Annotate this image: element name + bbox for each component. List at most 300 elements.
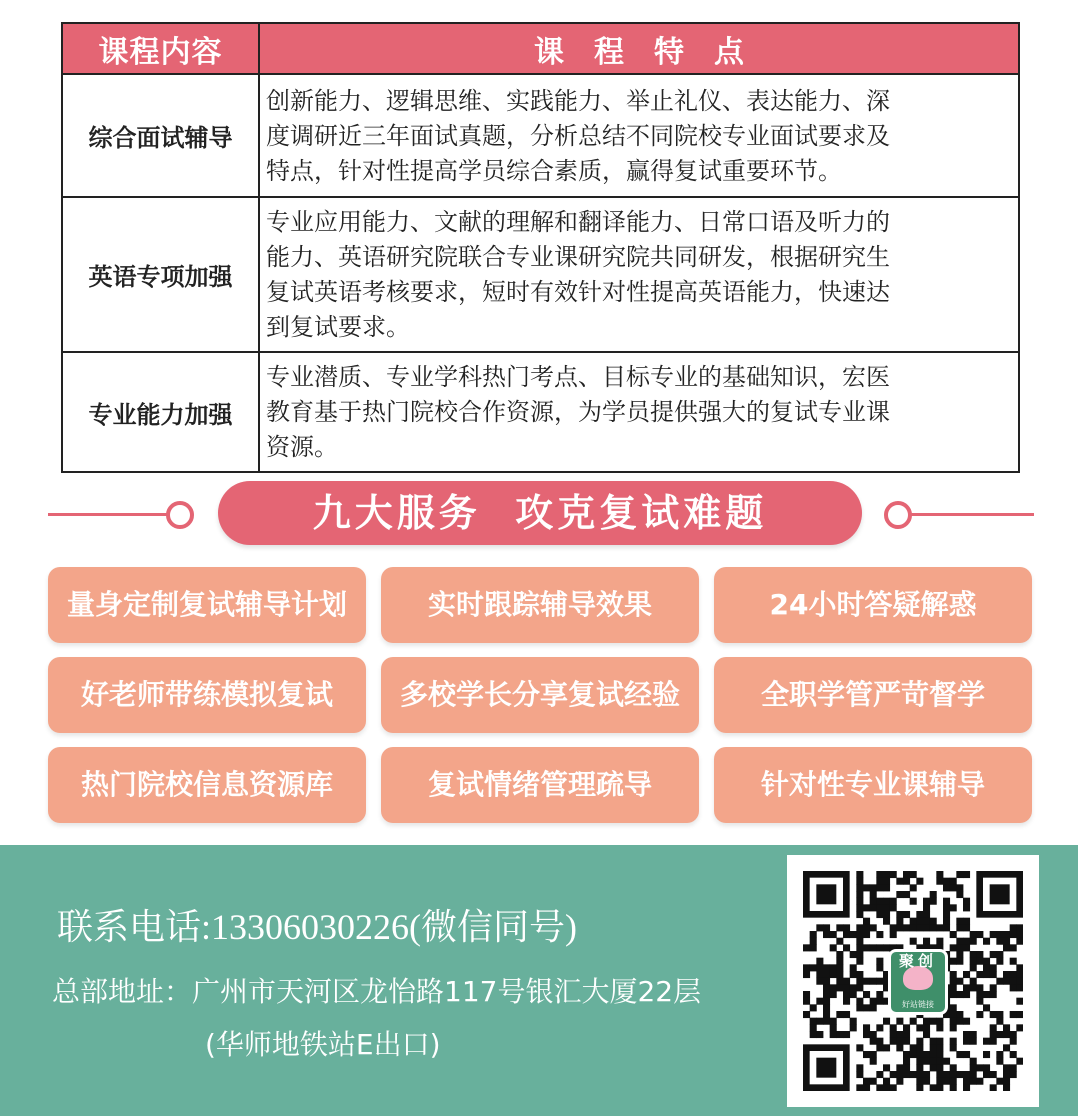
- qr-module: [910, 1051, 917, 1058]
- qr-module: [816, 1058, 836, 1078]
- qr-module: [863, 991, 870, 998]
- qr-module: [1003, 1071, 1010, 1078]
- qr-module: [1003, 971, 1010, 978]
- qr-module: [943, 1071, 950, 1078]
- qr-module: [950, 958, 957, 965]
- qr-module: [870, 1051, 877, 1058]
- qr-module: [943, 878, 950, 885]
- qr-module: [843, 998, 850, 1005]
- qr-module: [916, 878, 923, 885]
- qr-module: [1003, 944, 1010, 951]
- qr-module: [963, 1084, 970, 1091]
- qr-module: [883, 898, 890, 905]
- qr-module: [950, 1044, 957, 1051]
- qr-module: [910, 938, 917, 945]
- qr-module: [876, 884, 883, 891]
- qr-module: [903, 1038, 910, 1045]
- qr-module: [963, 971, 970, 978]
- qr-module: [1010, 944, 1017, 951]
- qr-module: [850, 964, 857, 971]
- qr-module: [930, 1084, 937, 1091]
- qr-module: [823, 964, 830, 971]
- qr-module: [856, 944, 863, 951]
- qr-module: [1016, 998, 1023, 1005]
- qr-module: [936, 1044, 943, 1051]
- qr-module: [836, 1011, 843, 1018]
- qr-module: [863, 1031, 870, 1038]
- qr-module: [996, 958, 1003, 965]
- qr-module: [843, 924, 850, 931]
- qr-module: [923, 1031, 930, 1038]
- qr-module: [903, 1024, 910, 1031]
- qr-module: [950, 1024, 957, 1031]
- qr-module: [956, 1018, 963, 1025]
- qr-module: [996, 938, 1003, 945]
- qr-module: [956, 871, 963, 878]
- qr-module: [950, 984, 957, 991]
- qr-logo-icon: [888, 949, 948, 1015]
- qr-module: [910, 884, 917, 891]
- table-header-row: [62, 23, 1019, 74]
- qr-module: [963, 938, 970, 945]
- qr-module: [970, 951, 977, 958]
- qr-module: [910, 1044, 917, 1051]
- qr-module: [950, 1064, 957, 1071]
- qr-module: [916, 1024, 923, 1031]
- qr-module: [836, 971, 843, 978]
- header-course-content: 课程内容: [62, 23, 259, 74]
- qr-module: [810, 944, 817, 951]
- qr-module: [910, 1071, 917, 1078]
- qr-module: [816, 978, 823, 985]
- qr-module: [976, 958, 983, 965]
- qr-module: [883, 1044, 890, 1051]
- qr-module: [1010, 1031, 1017, 1038]
- qr-module: [983, 1071, 990, 1078]
- qr-module: [910, 918, 917, 925]
- qr-module: [950, 991, 957, 998]
- qr-module: [856, 911, 863, 918]
- qr-module: [870, 924, 877, 931]
- qr-module: [923, 1071, 930, 1078]
- qr-module: [950, 978, 957, 985]
- qr-module: [983, 1038, 990, 1045]
- qr-module: [970, 1038, 977, 1045]
- qr-module: [830, 991, 837, 998]
- qr-module: [863, 1024, 870, 1031]
- qr-module: [843, 978, 850, 985]
- qr-module: [950, 931, 957, 938]
- qr-module: [823, 1018, 830, 1025]
- qr-module: [823, 1011, 830, 1018]
- qr-module: [943, 884, 950, 891]
- contact-address-note: (华师地铁站E出口): [205, 1028, 441, 1061]
- qr-module: [870, 998, 877, 1005]
- qr-module: [950, 1084, 957, 1091]
- header-course-features: 课程特点: [259, 23, 1019, 74]
- qr-module: [896, 891, 903, 898]
- qr-module: [803, 944, 810, 951]
- qr-code: [787, 855, 1039, 1107]
- qr-module: [976, 998, 983, 1005]
- qr-module: [810, 1031, 817, 1038]
- service-item: 24小时答疑解惑: [714, 567, 1032, 643]
- qr-module: [990, 1031, 997, 1038]
- qr-module: [970, 1031, 977, 1038]
- qr-module: [856, 904, 863, 911]
- qr-module: [896, 1038, 903, 1045]
- description-line: 专业潜质、专业学科热门考点、目标专业的基础知识，宏医: [266, 363, 890, 391]
- qr-module: [856, 938, 863, 945]
- qr-module: [903, 871, 910, 878]
- qr-module: [976, 1011, 983, 1018]
- qr-module: [876, 878, 883, 885]
- qr-module: [856, 971, 863, 978]
- qr-module: [830, 944, 837, 951]
- qr-module: [903, 878, 910, 885]
- qr-module: [1003, 938, 1010, 945]
- qr-module: [956, 938, 963, 945]
- qr-module: [990, 1084, 997, 1091]
- qr-module: [963, 898, 970, 905]
- qr-module: [856, 884, 863, 891]
- qr-module: [956, 1071, 963, 1078]
- qr-module: [870, 891, 877, 898]
- qr-module: [963, 924, 970, 931]
- qr-module: [810, 964, 817, 971]
- qr-module: [936, 871, 943, 878]
- service-item: 实时跟踪辅导效果: [381, 567, 699, 643]
- qr-module: [950, 884, 957, 891]
- qr-module: [930, 1044, 937, 1051]
- qr-module: [916, 1078, 923, 1085]
- qr-module: [830, 1024, 837, 1031]
- qr-module: [963, 1051, 970, 1058]
- qr-module: [903, 911, 910, 918]
- services-banner: 九大服务 攻克复试难题: [218, 481, 862, 545]
- qr-module: [1016, 1024, 1023, 1031]
- qr-module: [1016, 971, 1023, 978]
- qr-module: [856, 931, 863, 938]
- qr-module: [896, 918, 903, 925]
- qr-module: [923, 938, 930, 945]
- qr-module: [950, 1011, 957, 1018]
- qr-module: [1010, 971, 1017, 978]
- qr-module: [950, 1004, 957, 1011]
- qr-module: [930, 891, 937, 898]
- qr-module: [803, 998, 810, 1005]
- qr-module: [830, 984, 837, 991]
- qr-module: [916, 911, 923, 918]
- qr-module: [803, 991, 810, 998]
- qr-module: [1016, 978, 1023, 985]
- qr-module: [1016, 1011, 1023, 1018]
- qr-module: [863, 904, 870, 911]
- qr-module: [823, 978, 830, 985]
- qr-module: [850, 951, 857, 958]
- qr-module: [943, 1058, 950, 1065]
- qr-module: [976, 1078, 983, 1085]
- qr-module: [896, 1078, 903, 1085]
- qr-module: [936, 1018, 943, 1025]
- qr-module: [903, 891, 910, 898]
- service-item: 针对性专业课辅导: [714, 747, 1032, 823]
- qr-module: [963, 991, 970, 998]
- qr-module: [830, 964, 837, 971]
- qr-module: [983, 971, 990, 978]
- qr-module: [890, 904, 897, 911]
- qr-module: [870, 884, 877, 891]
- qr-module: [916, 1071, 923, 1078]
- qr-module: [950, 904, 957, 911]
- qr-module: [963, 904, 970, 911]
- qr-module: [823, 1004, 830, 1011]
- qr-module: [950, 944, 957, 951]
- qr-module: [856, 978, 863, 985]
- service-item: 复试情绪管理疏导: [381, 747, 699, 823]
- course-table: [61, 22, 1020, 473]
- description-line: 教育基于热门院校合作资源，为学员提供强大的复试专业课: [266, 398, 890, 426]
- qr-module: [963, 918, 970, 925]
- qr-module: [870, 1078, 877, 1085]
- qr-module: [910, 871, 917, 878]
- qr-module: [996, 951, 1003, 958]
- qr-module: [836, 964, 843, 971]
- qr-module: [883, 1064, 890, 1071]
- qr-module: [936, 938, 943, 945]
- qr-module: [863, 931, 870, 938]
- qr-module: [983, 958, 990, 965]
- qr-module: [1010, 1071, 1017, 1078]
- circle-ornament-right: [884, 501, 912, 529]
- qr-module: [983, 964, 990, 971]
- qr-module: [956, 944, 963, 951]
- qr-module: [976, 951, 983, 958]
- qr-module: [856, 1004, 863, 1011]
- qr-module: [850, 991, 857, 998]
- qr-module: [903, 924, 910, 931]
- qr-module: [996, 1011, 1003, 1018]
- qr-module: [1003, 1024, 1010, 1031]
- qr-module: [996, 1018, 1003, 1025]
- qr-module: [936, 1058, 943, 1065]
- qr-module: [923, 904, 930, 911]
- qr-module: [996, 1078, 1003, 1085]
- qr-module: [976, 1064, 983, 1071]
- qr-module: [903, 1051, 910, 1058]
- qr-module: [890, 1084, 897, 1091]
- qr-module: [943, 918, 950, 925]
- qr-module: [1010, 1038, 1017, 1045]
- qr-module: [876, 1084, 883, 1091]
- table-row: [62, 197, 1019, 352]
- qr-module: [863, 884, 870, 891]
- qr-module: [956, 1051, 963, 1058]
- qr-module: [990, 951, 997, 958]
- qr-module: [956, 924, 963, 931]
- qr-module: [936, 1084, 943, 1091]
- qr-module: [1016, 938, 1023, 945]
- qr-module: [950, 1018, 957, 1025]
- qr-module: [843, 1031, 850, 1038]
- qr-module: [1003, 1031, 1010, 1038]
- qr-module: [930, 1051, 937, 1058]
- qr-module: [943, 1078, 950, 1085]
- qr-module: [970, 958, 977, 965]
- qr-module: [823, 991, 830, 998]
- qr-module: [863, 918, 870, 925]
- qr-module: [876, 911, 883, 918]
- qr-module: [990, 984, 997, 991]
- qr-module: [896, 1031, 903, 1038]
- qr-module: [956, 918, 963, 925]
- qr-module: [923, 898, 930, 905]
- qr-module: [883, 1084, 890, 1091]
- qr-module: [916, 1058, 923, 1065]
- qr-module: [876, 964, 883, 971]
- qr-module: [963, 1071, 970, 1078]
- qr-module: [1016, 984, 1023, 991]
- qr-module: [836, 958, 843, 965]
- qr-module: [943, 924, 950, 931]
- qr-module: [1003, 978, 1010, 985]
- qr-module: [843, 991, 850, 998]
- qr-module: [856, 891, 863, 898]
- qr-module: [963, 1031, 970, 1038]
- qr-module: [1003, 1084, 1010, 1091]
- qr-module: [990, 1024, 997, 1031]
- qr-module: [963, 871, 970, 878]
- qr-module: [896, 1071, 903, 1078]
- qr-module: [850, 971, 857, 978]
- qr-module: [870, 944, 877, 951]
- qr-module: [850, 1024, 857, 1031]
- qr-module: [836, 984, 843, 991]
- qr-module: [1016, 964, 1023, 971]
- qr-module: [916, 1038, 923, 1045]
- qr-module: [963, 1078, 970, 1085]
- qr-module: [870, 904, 877, 911]
- qr-module: [856, 871, 863, 878]
- qr-module: [823, 984, 830, 991]
- qr-module: [930, 1064, 937, 1071]
- qr-module: [930, 898, 937, 905]
- qr-module: [923, 1051, 930, 1058]
- qr-module: [950, 971, 957, 978]
- qr-module: [936, 1071, 943, 1078]
- qr-module: [990, 991, 997, 998]
- qr-module: [876, 1024, 883, 1031]
- qr-module: [983, 1051, 990, 1058]
- qr-module: [976, 971, 983, 978]
- contact-footer: [0, 845, 1078, 1116]
- qr-module: [856, 1064, 863, 1071]
- service-item: 热门院校信息资源库: [48, 747, 366, 823]
- qr-module: [930, 1038, 937, 1045]
- divider-line-right: [910, 513, 1034, 516]
- qr-module: [923, 924, 930, 931]
- qr-module: [950, 1078, 957, 1085]
- qr-module: [923, 1058, 930, 1065]
- description-line: 资源。: [266, 433, 338, 461]
- qr-module: [990, 1011, 997, 1018]
- qr-module: [816, 1018, 823, 1025]
- qr-module: [816, 884, 836, 904]
- qr-module: [876, 898, 883, 905]
- qr-module: [890, 1031, 897, 1038]
- qr-module: [996, 1031, 1003, 1038]
- qr-module: [843, 944, 850, 951]
- qr-module: [843, 1011, 850, 1018]
- qr-module: [970, 1058, 977, 1065]
- qr-module: [883, 944, 890, 951]
- qr-module: [1010, 924, 1017, 931]
- qr-module: [943, 898, 950, 905]
- qr-module: [876, 958, 883, 965]
- qr-module: [903, 1031, 910, 1038]
- qr-module: [903, 1064, 910, 1071]
- qr-module: [890, 1038, 897, 1045]
- qr-module: [843, 984, 850, 991]
- qr-module: [850, 984, 857, 991]
- qr-module: [970, 1064, 977, 1071]
- qr-module: [856, 924, 863, 931]
- qr-module: [990, 1038, 997, 1045]
- qr-module: [983, 938, 990, 945]
- qr-module: [830, 1018, 837, 1025]
- qr-module: [923, 1078, 930, 1085]
- qr-module: [936, 1078, 943, 1085]
- qr-module: [896, 878, 903, 885]
- qr-module: [870, 978, 877, 985]
- services-grid: [48, 567, 1032, 823]
- description-line: 特点，针对性提高学员综合素质，赢得复试重要环节。: [266, 156, 842, 185]
- qr-module: [970, 931, 977, 938]
- qr-module: [1010, 1011, 1017, 1018]
- description-line: 能力、英语研究院联合专业课研究院共同研发，根据研究生: [266, 243, 890, 271]
- qr-module: [816, 964, 823, 971]
- qr-module: [896, 911, 903, 918]
- qr-module: [930, 924, 937, 931]
- qr-module: [943, 904, 950, 911]
- qr-module: [883, 871, 890, 878]
- qr-module: [876, 871, 883, 878]
- qr-module: [923, 1024, 930, 1031]
- qr-module: [816, 998, 823, 1005]
- qr-module: [963, 1038, 970, 1045]
- qr-module: [856, 878, 863, 885]
- qr-module: [1016, 1058, 1023, 1065]
- qr-module: [996, 978, 1003, 985]
- qr-module: [1003, 931, 1010, 938]
- qr-module: [970, 978, 977, 985]
- qr-module: [810, 931, 817, 938]
- qr-module: [856, 998, 863, 1005]
- qr-module: [816, 924, 823, 931]
- qr-module: [863, 978, 870, 985]
- course-name: 英语专项加强: [62, 197, 259, 352]
- qr-module: [810, 1004, 817, 1011]
- qr-module: [990, 1071, 997, 1078]
- qr-module: [956, 1011, 963, 1018]
- description-line: 专业应用能力、文献的理解和翻译能力、日常口语及听力的: [266, 208, 890, 236]
- qr-module: [836, 938, 843, 945]
- qr-module: [843, 931, 850, 938]
- qr-module: [910, 1018, 917, 1025]
- qr-module: [956, 958, 963, 965]
- qr-module: [983, 1064, 990, 1071]
- qr-module: [856, 951, 863, 958]
